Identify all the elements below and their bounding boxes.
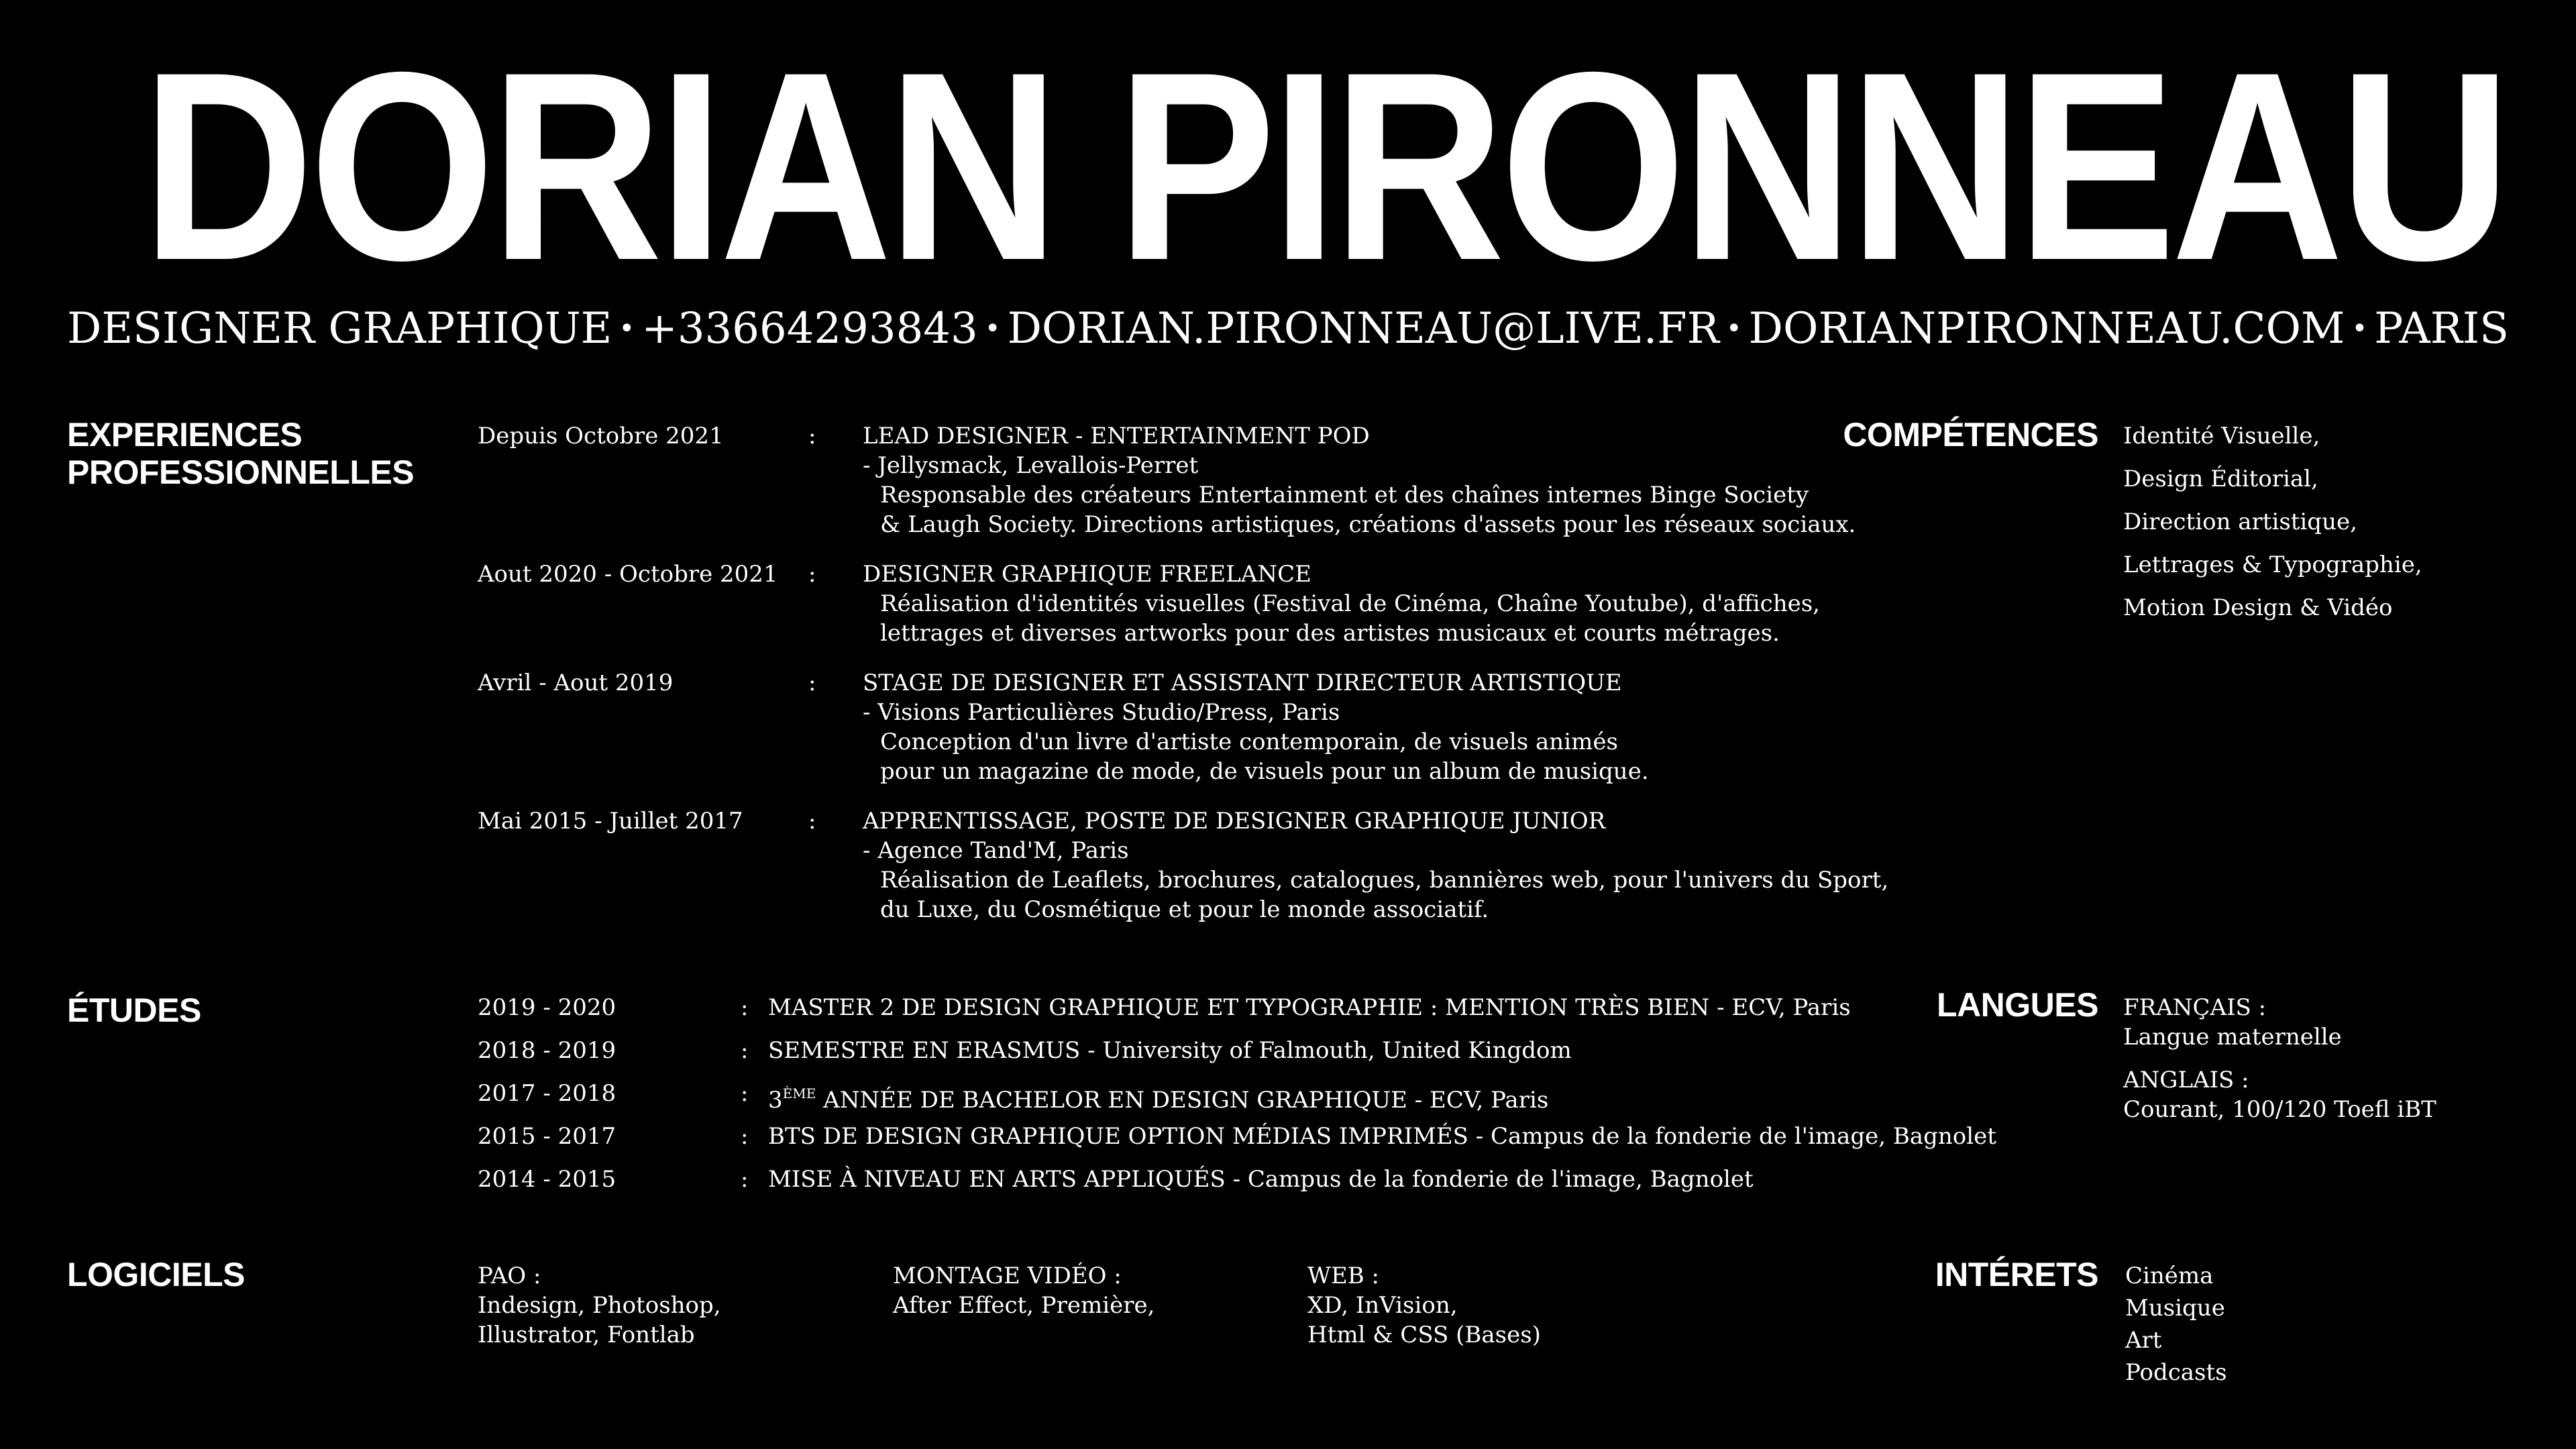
language-name: FRANÇAIS :	[2123, 994, 2267, 1021]
website-link[interactable]: DORIANPIRONNEAU.COM	[1748, 304, 2345, 354]
language-item	[2123, 1065, 2436, 1124]
experience-item	[863, 668, 1649, 786]
experience-description: pour un magazine de mode, de visuels pour un album de musique.	[880, 758, 1649, 785]
language-name: ANGLAIS :	[2123, 1067, 2249, 1093]
colon: :	[808, 561, 816, 588]
interest-item: Podcasts	[2125, 1359, 2227, 1386]
education-item: MASTER 2 DE DESIGN GRAPHIQUE ET TYPOGRAPHIE : MENTION TRÈS BIEN - ECV, Paris	[768, 994, 1851, 1021]
section-title-etudes: ÉTUDES	[67, 991, 201, 1029]
experience-role: LEAD DESIGNER - ENTERTAINMENT POD	[863, 423, 1370, 449]
experience-role: DESIGNER GRAPHIQUE FREELANCE	[863, 561, 1311, 588]
experience-role: STAGE DE DESIGNER ET ASSISTANT DIRECTEUR ARTISTIQUE	[863, 669, 1622, 696]
name-title: DORIAN PIRONNEAU	[142, 16, 2507, 316]
colon: :	[741, 1080, 749, 1107]
experience-description: Réalisation d'identités visuelles (Festival de Cinéma, Chaîne Youtube), d'affiches,	[880, 590, 1820, 617]
experience-date: Avril - Aout 2019	[478, 669, 674, 696]
education-years: 2014 - 2015	[478, 1166, 616, 1193]
software-group-web	[1307, 1261, 1541, 1350]
section-title-langues: LANGUES	[1937, 986, 2098, 1024]
experience-description: du Luxe, du Cosmétique et pour le monde associatif.	[880, 896, 1489, 923]
competences-list	[2123, 421, 2422, 636]
skill-item: Identité Visuelle,	[2123, 423, 2320, 449]
education-item: SEMESTRE EN ERASMUS - University of Falmouth, United Kingdom	[768, 1037, 1572, 1064]
experience-item	[863, 806, 1888, 924]
email-link[interactable]: DORIAN.PIRONNEAU@LIVE.FR	[1007, 304, 1719, 354]
skill-item: Lettrages & Typographie,	[2123, 551, 2422, 578]
interest-item: Cinéma	[2125, 1263, 2214, 1289]
education-item: MISE À NIVEAU EN ARTS APPLIQUÉS - Campus de la fonderie de l'image, Bagnolet	[768, 1166, 1754, 1193]
job-title: DESIGNER GRAPHIQUE	[67, 304, 612, 354]
section-title-logiciels: LOGICIELS	[67, 1256, 245, 1293]
experience-item	[863, 421, 1856, 539]
interest-item: Art	[2125, 1327, 2162, 1354]
education-years: 2017 - 2018	[478, 1080, 616, 1107]
skill-item: Direction artistique,	[2123, 508, 2357, 535]
experience-company: - Jellysmack, Levallois-Perret	[863, 452, 1199, 479]
separator-dot: •	[2351, 313, 2368, 344]
experience-company: - Visions Particulières Studio/Press, Paris	[863, 699, 1340, 726]
separator-dot: •	[619, 313, 635, 344]
software-list: XD, InVision,	[1307, 1292, 1458, 1319]
experience-description: Responsable des créateurs Entertainment et des chaînes internes Binge Society	[880, 482, 1809, 508]
section-title-competences: COMPÉTENCES	[1843, 416, 2098, 453]
colon: :	[808, 669, 816, 696]
education-years: 2015 - 2017	[478, 1123, 616, 1150]
software-list: Html & CSS (Bases)	[1307, 1322, 1541, 1348]
colon: :	[741, 1037, 749, 1064]
contact-line	[67, 302, 2509, 356]
experience-description: Conception d'un livre d'artiste contemporain, de visuels animés	[880, 729, 1618, 755]
experience-date: Mai 2015 - Juillet 2017	[478, 808, 743, 835]
experience-description: lettrages et diverses artworks pour des artistes musicaux et courts métrages.	[880, 620, 1780, 647]
education-item: 3ÈME ANNÉE DE BACHELOR EN DESIGN GRAPHIQUE - ECV, Paris	[768, 1085, 1549, 1114]
language-item	[2123, 993, 2342, 1052]
interests-list	[2125, 1261, 2227, 1390]
education-years: 2018 - 2019	[478, 1037, 616, 1064]
separator-dot: •	[1725, 313, 1742, 344]
software-group-name: PAO :	[478, 1263, 541, 1289]
software-list: Indesign, Photoshop,	[478, 1292, 721, 1319]
skill-item: Design Éditorial,	[2123, 466, 2318, 492]
interest-item: Musique	[2125, 1295, 2225, 1322]
colon: :	[808, 423, 816, 449]
phone-number[interactable]: +33664293843	[641, 304, 978, 354]
experience-date: Depuis Octobre 2021	[478, 423, 724, 449]
colon: :	[741, 1166, 749, 1193]
section-title-experiences: EXPERIENCES PROFESSIONNELLES	[67, 416, 415, 491]
experience-role: APPRENTISSAGE, POSTE DE DESIGNER GRAPHIQUE JUNIOR	[863, 808, 1606, 835]
language-level: Langue maternelle	[2123, 1024, 2342, 1051]
separator-dot: •	[984, 313, 1001, 344]
software-group-name: WEB :	[1307, 1263, 1380, 1289]
software-list: Illustrator, Fontlab	[478, 1322, 695, 1348]
location: PARIS	[2374, 304, 2509, 354]
colon: :	[741, 994, 749, 1021]
experience-date: Aout 2020 - Octobre 2021	[478, 561, 778, 588]
software-group-pao	[478, 1261, 721, 1350]
colon: :	[808, 808, 816, 835]
colon: :	[741, 1123, 749, 1150]
language-level: Courant, 100/120 Toefl iBT	[2123, 1096, 2436, 1123]
software-group-video	[893, 1261, 1155, 1320]
section-title-interets: INTÉRETS	[1935, 1256, 2098, 1293]
software-group-name: MONTAGE VIDÉO :	[893, 1263, 1122, 1289]
software-list: After Effect, Première,	[893, 1292, 1155, 1319]
experience-company: - Agence Tand'M, Paris	[863, 837, 1129, 864]
experience-description: & Laugh Society. Directions artistiques, créations d'assets pour les réseaux sociaux.	[880, 511, 1856, 538]
education-item: BTS DE DESIGN GRAPHIQUE OPTION MÉDIAS IMPRIMÉS - Campus de la fonderie de l'image, Bagnolet	[768, 1123, 1996, 1150]
skill-item: Motion Design & Vidéo	[2123, 594, 2393, 621]
experience-description: Réalisation de Leaflets, brochures, catalogues, bannières web, pour l'univers du Sport,	[880, 867, 1889, 894]
experience-item	[863, 559, 1820, 648]
education-years: 2019 - 2020	[478, 994, 616, 1021]
